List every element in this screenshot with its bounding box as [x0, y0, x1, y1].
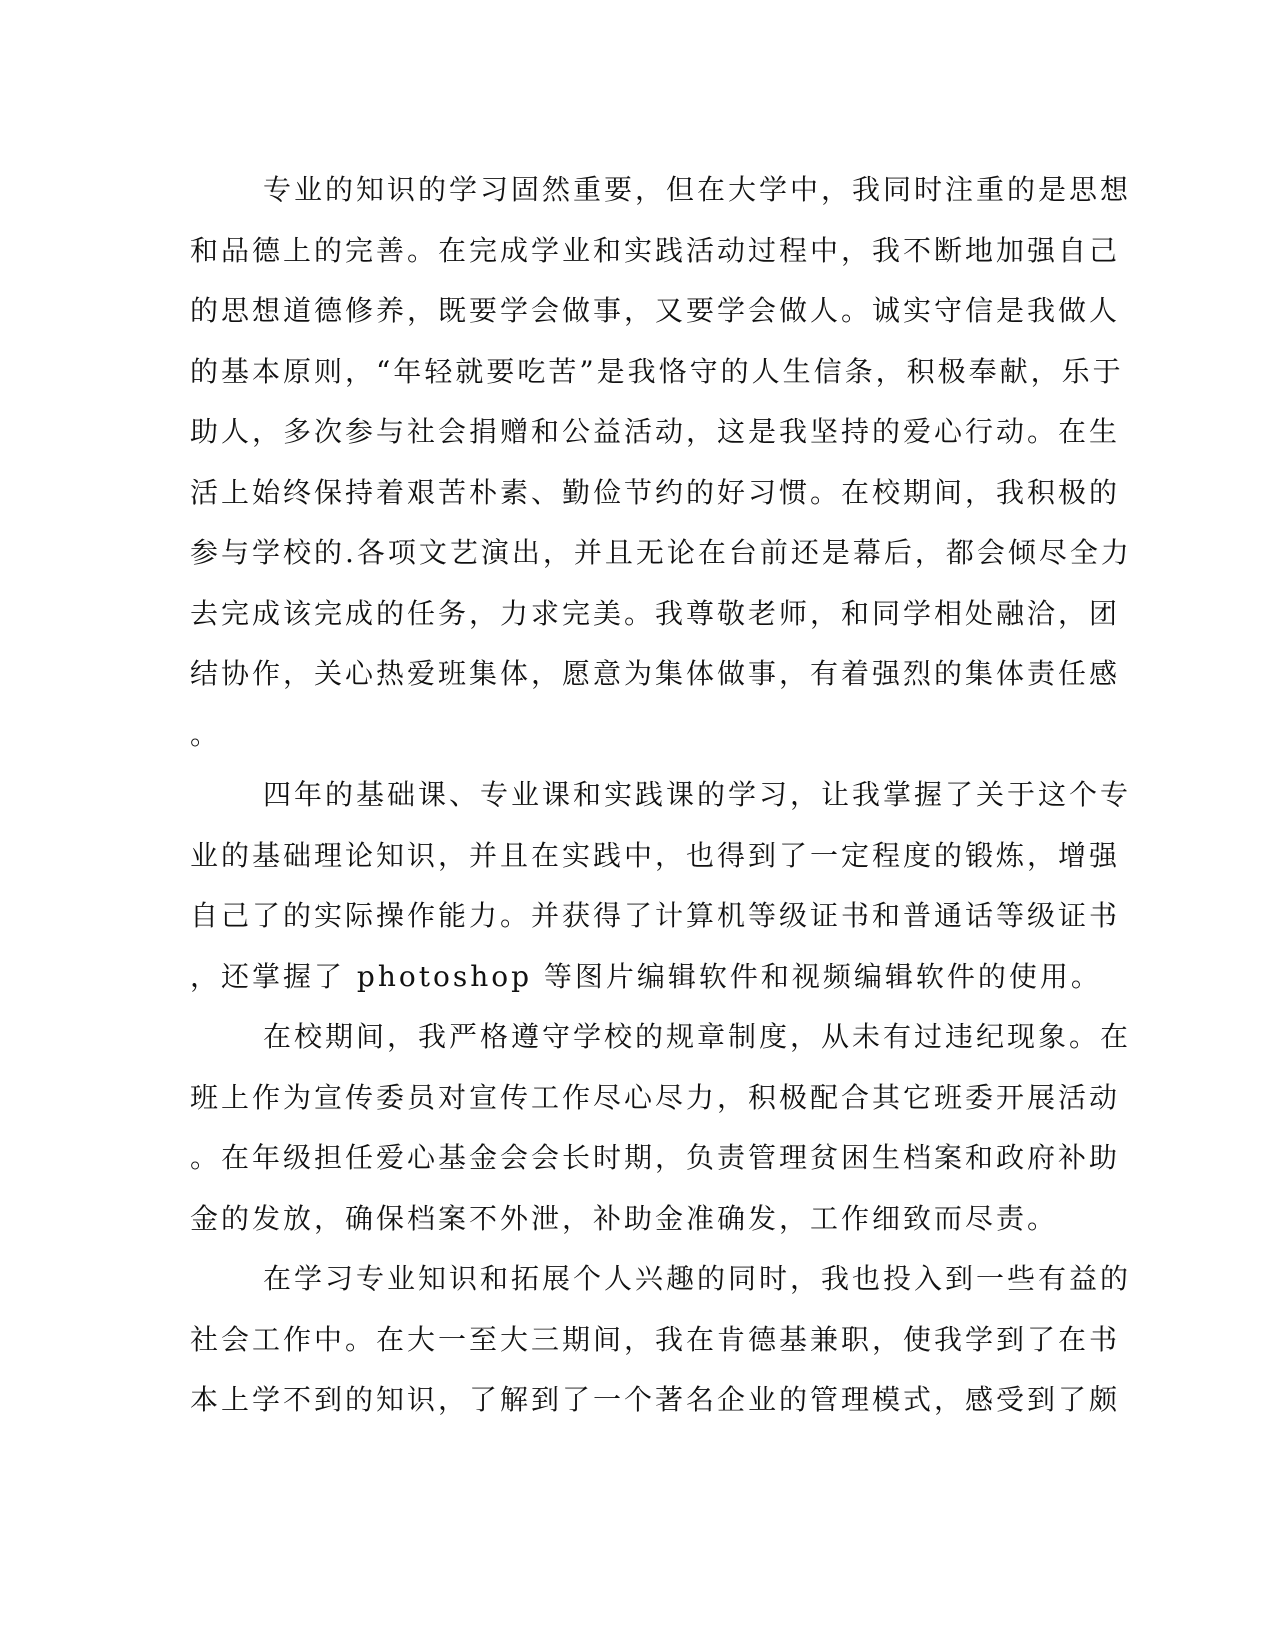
paragraph-1-line-1: 专业的知识的学习固然重要，但在大学中，我同时注重的是思想 — [263, 173, 1132, 206]
paragraph-3-line-2: 班上作为宣传委员对宣传工作尽心尽力，积极配合其它班委开展活动 — [190, 1080, 1121, 1114]
paragraph-1-line-8: 去完成该完成的任务，力求完美。我尊敬老师，和同学相处融洽，团 — [190, 596, 1121, 630]
paragraph-3-line-1: 在校期间，我严格遵守学校的规章制度，从未有过违纪现象。在 — [263, 1020, 1132, 1053]
paragraph-1-line-9: 结协作，关心热爱班集体，愿意为集体做事，有着强烈的集体责任感 — [190, 657, 1121, 690]
paragraph-1-line-4: 的基本原则，“年轻就要吃苦”是我恪守的人生信条，积极奉献，乐于 — [190, 354, 1124, 388]
paragraph-1-line-7: 参与学校的.各项文艺演出，并且无论在台前还是幕后，都会倾尽全力 — [190, 536, 1132, 569]
paragraph-1-line-5: 助人，多次参与社会捐赠和公益活动，这是我坚持的爱心行动。在生 — [190, 415, 1121, 448]
paragraph-2-line-1: 四年的基础课、专业课和实践课的学习，让我掌握了关于这个专 — [263, 778, 1132, 811]
paragraph-4-line-2: 社会工作中。在大一至大三期间，我在肯德基兼职，使我学到了在书 — [190, 1322, 1121, 1356]
paragraph-4-line-1: 在学习专业知识和拓展个人兴趣的同时，我也投入到一些有益的 — [263, 1262, 1132, 1295]
body-text — [190, 160, 1132, 1431]
paragraph-2-line-4: ，还掌握了 photoshop 等图片编辑软件和视频编辑软件的使用。 — [190, 959, 1102, 993]
paragraph-1-line-6: 活上始终保持着艰苦朴素、勤俭节约的好习惯。在校期间，我积极的 — [190, 475, 1121, 509]
paragraph-1-line-10: 。 — [190, 717, 222, 751]
paragraph-2-line-2: 业的基础理论知识，并且在实践中，也得到了一定程度的锻炼，增强 — [190, 838, 1121, 872]
paragraph-4-line-3: 本上学不到的知识，了解到了一个著名企业的管理模式，感受到了颇 — [190, 1383, 1121, 1416]
paragraph-1-line-2: 和品德上的完善。在完成学业和实践活动过程中，我不断地加强自己 — [190, 233, 1121, 267]
paragraph-2-line-3: 自己了的实际操作能力。并获得了计算机等级证书和普通话等级证书 — [190, 899, 1121, 932]
paragraph-3-line-4: 金的发放，确保档案不外泄，补助金准确发，工作细致而尽责。 — [190, 1201, 1059, 1235]
paragraph-3-line-3: 。在年级担任爱心基金会会长时期，负责管理贫困生档案和政府补助 — [190, 1141, 1121, 1174]
paragraph-1-line-3: 的思想道德修养，既要学会做事，又要学会做人。诚实守信是我做人 — [190, 294, 1121, 327]
